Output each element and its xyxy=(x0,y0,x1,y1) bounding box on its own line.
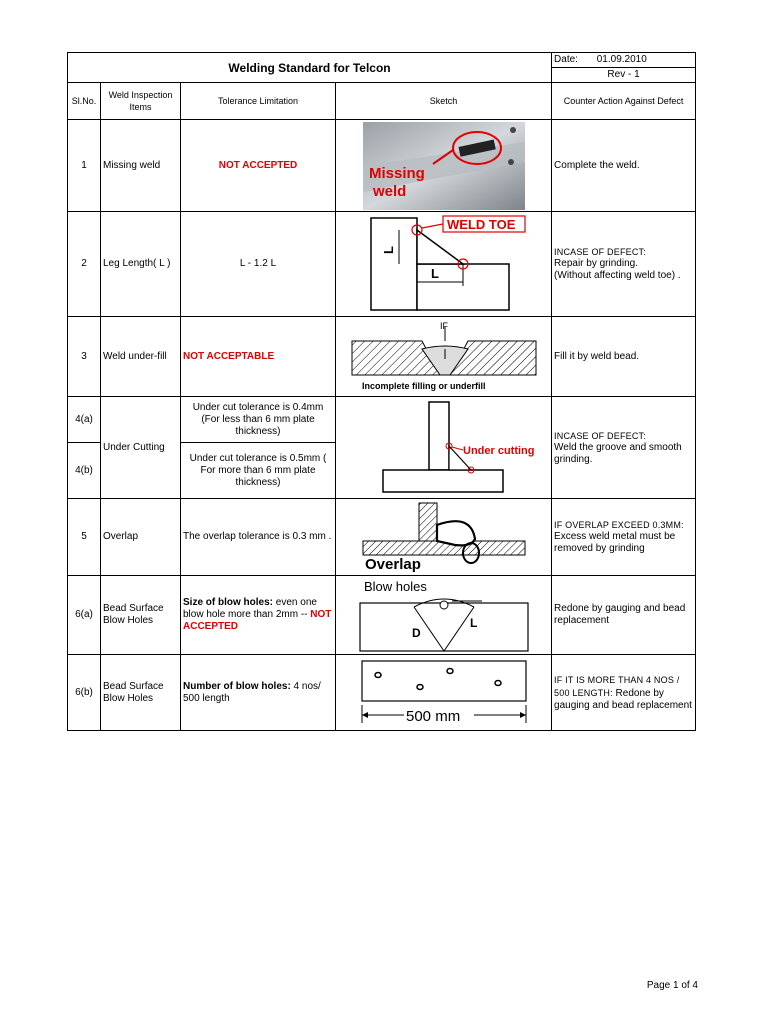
sketch-overlap xyxy=(336,499,552,576)
tolerance xyxy=(181,576,336,655)
action-line: Redone by gauging and bead replacement xyxy=(554,687,692,711)
counter-action xyxy=(552,499,696,576)
sketch-blow-holes xyxy=(336,576,552,655)
sketch-label: L xyxy=(469,616,477,630)
inspection-item: Overlap xyxy=(101,499,181,576)
blow-hole-count-diagram xyxy=(354,657,534,729)
sketch-label: 500 mm xyxy=(405,707,460,725)
col-header-tolerance: Tolerance Limitation xyxy=(181,83,336,120)
table-row xyxy=(68,499,696,576)
sketch-label: WELD TOE xyxy=(446,217,515,232)
counter-action: Fill it by weld bead. xyxy=(552,317,696,397)
inspection-item: Bead Surface Blow Holes xyxy=(101,655,181,731)
table-row xyxy=(68,576,696,655)
col-header-sketch: Sketch xyxy=(336,83,552,120)
tolerance xyxy=(181,655,336,731)
row-number: 1 xyxy=(68,120,101,212)
page-number: Page 1 of 4 xyxy=(646,980,698,991)
tolerance: Under cut tolerance is 0.4mm (For less than 6 mm plate thickness) xyxy=(181,397,336,443)
action-line: (Without affecting weld toe) . xyxy=(554,270,681,281)
action-line: Excess weld metal must be removed by grinding xyxy=(554,531,676,554)
sketch-undercut xyxy=(336,397,552,499)
tolerance-heading: Size of blow holes: xyxy=(183,597,274,608)
table-row xyxy=(68,120,696,212)
row-number: 4(a) xyxy=(68,397,101,443)
row-number: 2 xyxy=(68,212,101,317)
sketch-leg-length xyxy=(336,212,552,317)
undercut-diagram xyxy=(379,400,535,496)
date-cell xyxy=(552,53,696,68)
sketch-label: Overlap xyxy=(364,556,421,573)
tolerance-text: 4 nos/ 500 length xyxy=(183,680,321,704)
blow-holes-diagram xyxy=(354,577,534,653)
document-title: Welding Standard for Telcon xyxy=(68,53,552,83)
sketch-underfill xyxy=(336,317,552,397)
tolerance: NOT ACCEPTABLE xyxy=(181,317,336,397)
col-header-action: Counter Action Against Defect xyxy=(552,83,696,120)
welding-standard-table xyxy=(67,52,696,731)
revision: Rev - 1 xyxy=(552,68,696,83)
counter-action xyxy=(552,655,696,731)
row-number: 5 xyxy=(68,499,101,576)
sketch-missing-weld xyxy=(336,120,552,212)
tolerance: NOT ACCEPTED xyxy=(181,120,336,212)
action-line: Weld the groove and smooth grinding. xyxy=(554,441,682,465)
tolerance: Under cut tolerance is 0.5mm ( For more than 6 mm plate thickness) xyxy=(181,443,336,499)
leg-length-diagram xyxy=(359,214,529,314)
sketch-label: IF xyxy=(439,320,448,331)
sketch-caption: Incomplete filling or underfill xyxy=(361,380,486,391)
row-number: 3 xyxy=(68,317,101,397)
sketch-label: L xyxy=(430,266,439,281)
sketch-label: D xyxy=(411,626,421,640)
inspection-item: Missing weld xyxy=(101,120,181,212)
inspection-item: Bead Surface Blow Holes xyxy=(101,576,181,655)
date-label: Date: xyxy=(554,54,578,65)
action-line: Repair by grinding. xyxy=(554,258,638,269)
sketch-label: weld xyxy=(372,182,406,200)
sketch-label: Blow holes xyxy=(363,579,427,594)
table-row xyxy=(68,397,696,443)
missing-weld-photo xyxy=(363,122,525,210)
overlap-diagram xyxy=(359,501,529,573)
row-number: 4(b) xyxy=(68,443,101,499)
col-header-slno: Sl.No. xyxy=(68,83,101,120)
sketch-blow-hole-count xyxy=(336,655,552,731)
action-heading: INCASE OF DEFECT: xyxy=(554,430,646,441)
action-heading: IF IT IS MORE THAN 4 NOS / 500 LENGTH: xyxy=(554,674,680,698)
sketch-label: Under cutting xyxy=(462,444,535,457)
action-heading: INCASE OF DEFECT: xyxy=(554,247,646,257)
row-number: 6(a) xyxy=(68,576,101,655)
tolerance: The overlap tolerance is 0.3 mm . xyxy=(181,499,336,576)
tolerance-heading: Number of blow holes: xyxy=(183,680,291,692)
tolerance-verdict: NOT ACCEPTED xyxy=(183,609,332,632)
row-number: 6(b) xyxy=(68,655,101,731)
table-row xyxy=(68,317,696,397)
underfill-diagram xyxy=(344,319,544,395)
col-header-items: Weld Inspection Items xyxy=(101,83,181,120)
inspection-item: Leg Length( L ) xyxy=(101,212,181,317)
counter-action: Complete the weld. xyxy=(552,120,696,212)
table-row xyxy=(68,655,696,731)
counter-action: Redone by gauging and bead replacement xyxy=(552,576,696,655)
tolerance: L - 1.2 L xyxy=(181,212,336,317)
table-row xyxy=(68,212,696,317)
counter-action xyxy=(552,212,696,317)
counter-action xyxy=(552,397,696,499)
date-value: 01.09.2010 xyxy=(596,54,647,65)
sketch-label: Missing xyxy=(368,164,425,182)
inspection-item: Weld under-fill xyxy=(101,317,181,397)
sketch-label: L xyxy=(380,246,396,254)
inspection-item: Under Cutting xyxy=(101,397,181,499)
tolerance-text: even one blow hole more than 2mm -- xyxy=(183,597,317,620)
action-heading: IF OVERLAP EXCEED 0.3MM: xyxy=(554,520,684,530)
